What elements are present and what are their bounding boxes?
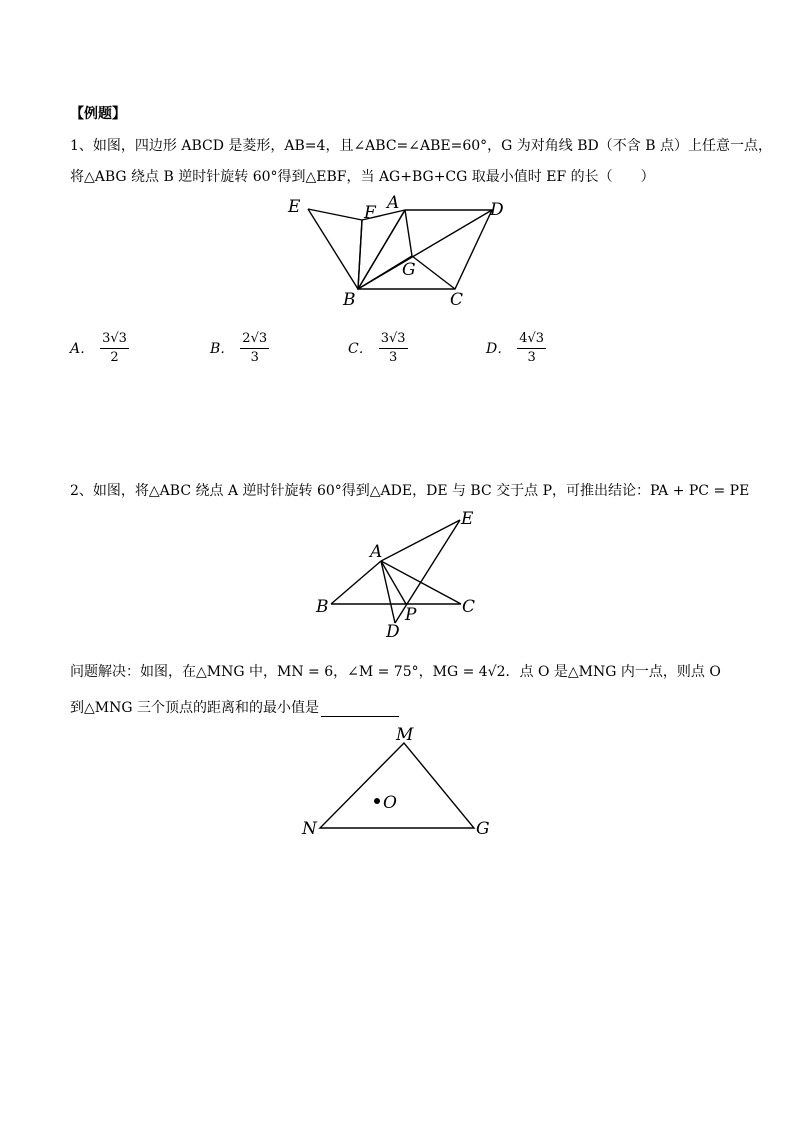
label-d2: D: [386, 622, 400, 642]
option-a-letter: A．: [70, 341, 95, 357]
label-f: F: [364, 203, 376, 223]
label-a: A: [387, 193, 400, 213]
option-b-letter: B．: [210, 341, 235, 357]
option-a-numerator: 3√3: [100, 330, 129, 349]
label-b2: B: [316, 597, 329, 617]
option-d-letter: D．: [486, 341, 512, 357]
problem1-text-line1: 1、如图，四边形 ABCD 是菱形，AB=4，且∠ABC=∠ABE=60°，G 为对角线 BD（不含 B 点）上任意一点，: [70, 138, 772, 154]
option-d-numerator: 4√3: [517, 330, 546, 349]
label-o: O: [383, 793, 397, 813]
label-e2: E: [461, 509, 474, 529]
question-text-line1: 问题解决：如图，在△MNG 中，MN = 6，∠M = 75°，MG = 4√2．点 O 是△MNG 内一点，则点 O: [70, 664, 721, 680]
label-e: E: [288, 197, 301, 217]
label-a2: A: [370, 542, 383, 562]
option-c-letter: C．: [348, 341, 373, 357]
label-c: C: [450, 290, 464, 310]
section-heading: 【例题】: [70, 106, 126, 122]
label-g3: G: [476, 819, 490, 839]
label-n: N: [302, 819, 317, 839]
label-c2: C: [462, 597, 476, 617]
point-o-dot: [374, 798, 380, 804]
option-b-numerator: 2√3: [240, 330, 269, 349]
problem1-text-line2: 将△ABG 绕点 B 逆时针旋转 60°得到△EBF，当 AG+BG+CG 取最小值时 EF 的长（ ）: [70, 169, 655, 185]
label-g: G: [402, 260, 416, 280]
option-c-numerator: 3√3: [379, 330, 408, 349]
label-b: B: [343, 290, 356, 310]
problem2-text-line1: 2、如图，将△ABC 绕点 A 逆时针旋转 60°得到△ADE，DE 与 BC 交于点 P，可推出结论：PA + PC = PE: [70, 483, 750, 499]
option-b-denominator: 3: [250, 349, 259, 365]
label-d: D: [490, 200, 504, 220]
label-p2: P: [405, 605, 417, 625]
triangle-mng: [320, 743, 474, 828]
option-a-denominator: 2: [110, 349, 119, 365]
question-text-line2-content: 到△MNG 三个顶点的距离和的最小值是: [70, 700, 319, 716]
label-m: M: [396, 725, 414, 745]
option-d-denominator: 3: [527, 349, 536, 365]
option-c-denominator: 3: [388, 349, 398, 365]
